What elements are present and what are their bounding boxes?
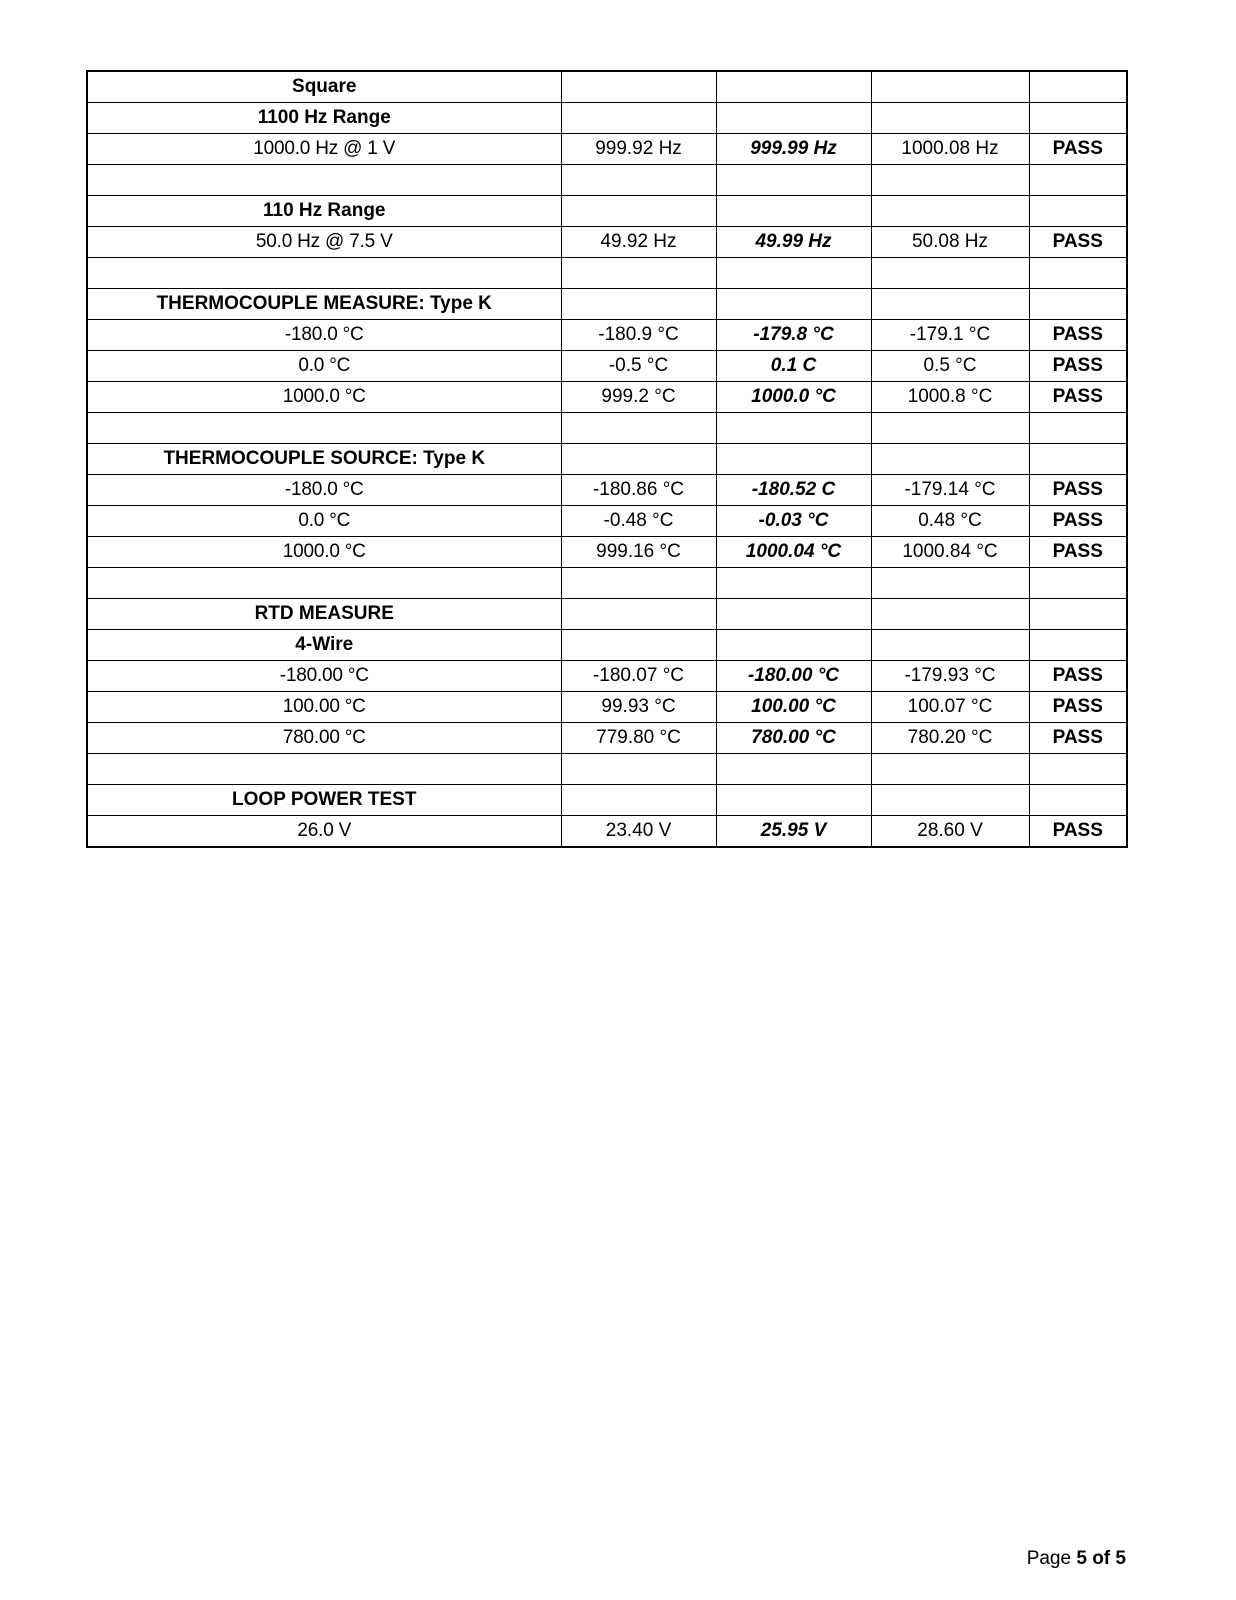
measurement-row <box>87 692 1127 723</box>
measurement-row <box>87 351 1127 382</box>
nominal-value-cell: -180.0 °C <box>87 475 561 506</box>
nominal-value-cell: 1000.0 °C <box>87 382 561 413</box>
empty-cell <box>871 289 1029 320</box>
result-cell: PASS <box>1029 134 1127 165</box>
nominal-value-cell: 0.0 °C <box>87 351 561 382</box>
empty-cell <box>716 568 871 599</box>
measured-value-cell: 49.99 Hz <box>716 227 871 258</box>
empty-cell <box>561 754 716 785</box>
empty-cell <box>561 103 716 134</box>
empty-cell <box>871 165 1029 196</box>
spacer-row <box>87 165 1127 196</box>
result-cell: PASS <box>1029 692 1127 723</box>
measured-value-cell: -179.8 °C <box>716 320 871 351</box>
section-heading: THERMOCOUPLE SOURCE: Type K <box>87 444 561 475</box>
empty-cell <box>1029 165 1127 196</box>
empty-cell <box>871 413 1029 444</box>
empty-cell <box>87 165 561 196</box>
empty-cell <box>561 258 716 289</box>
empty-cell <box>561 71 716 103</box>
measurement-row <box>87 537 1127 568</box>
measurement-row <box>87 320 1127 351</box>
section-heading-row <box>87 444 1127 475</box>
empty-cell <box>871 444 1029 475</box>
upper-limit-cell: -179.14 °C <box>871 475 1029 506</box>
empty-cell <box>716 754 871 785</box>
lower-limit-cell: -0.48 °C <box>561 506 716 537</box>
measurement-row <box>87 134 1127 165</box>
empty-cell <box>561 444 716 475</box>
lower-limit-cell: 23.40 V <box>561 816 716 848</box>
result-cell: PASS <box>1029 816 1127 848</box>
measured-value-cell: 1000.0 °C <box>716 382 871 413</box>
empty-cell <box>87 754 561 785</box>
nominal-value-cell: -180.00 °C <box>87 661 561 692</box>
measured-value-cell: 0.1 C <box>716 351 871 382</box>
empty-cell <box>716 599 871 630</box>
lower-limit-cell: -0.5 °C <box>561 351 716 382</box>
page-number-footer <box>1027 1548 1126 1570</box>
measurement-row <box>87 506 1127 537</box>
upper-limit-cell: 100.07 °C <box>871 692 1029 723</box>
measurement-row <box>87 475 1127 506</box>
nominal-value-cell: 780.00 °C <box>87 723 561 754</box>
lower-limit-cell: 999.92 Hz <box>561 134 716 165</box>
empty-cell <box>1029 630 1127 661</box>
empty-cell <box>561 289 716 320</box>
empty-cell <box>87 413 561 444</box>
measured-value-cell: -180.52 C <box>716 475 871 506</box>
empty-cell <box>871 258 1029 289</box>
empty-cell <box>561 568 716 599</box>
upper-limit-cell: -179.1 °C <box>871 320 1029 351</box>
spacer-row <box>87 754 1127 785</box>
empty-cell <box>87 258 561 289</box>
measured-value-cell: 25.95 V <box>716 816 871 848</box>
nominal-value-cell: 1000.0 °C <box>87 537 561 568</box>
empty-cell <box>1029 258 1127 289</box>
result-cell: PASS <box>1029 351 1127 382</box>
lower-limit-cell: 49.92 Hz <box>561 227 716 258</box>
empty-cell <box>1029 444 1127 475</box>
lower-limit-cell: 779.80 °C <box>561 723 716 754</box>
result-cell: PASS <box>1029 320 1127 351</box>
empty-cell <box>87 568 561 599</box>
footer-page-word: Page <box>1026 1548 1072 1569</box>
section-heading: RTD MEASURE <box>87 599 561 630</box>
measured-value-cell: 780.00 °C <box>716 723 871 754</box>
spacer-row <box>87 258 1127 289</box>
empty-cell <box>1029 196 1127 227</box>
section-heading: LOOP POWER TEST <box>87 785 561 816</box>
nominal-value-cell: 26.0 V <box>87 816 561 848</box>
empty-cell <box>871 103 1029 134</box>
section-heading-row <box>87 785 1127 816</box>
lower-limit-cell: 99.93 °C <box>561 692 716 723</box>
empty-cell <box>871 196 1029 227</box>
table-body <box>87 71 1127 847</box>
result-cell: PASS <box>1029 537 1127 568</box>
upper-limit-cell: 0.48 °C <box>871 506 1029 537</box>
measured-value-cell: 999.99 Hz <box>716 134 871 165</box>
empty-cell <box>716 289 871 320</box>
empty-cell <box>716 413 871 444</box>
empty-cell <box>716 71 871 103</box>
lower-limit-cell: -180.9 °C <box>561 320 716 351</box>
spacer-row <box>87 413 1127 444</box>
result-cell: PASS <box>1029 661 1127 692</box>
section-heading-row <box>87 103 1127 134</box>
empty-cell <box>1029 599 1127 630</box>
section-heading-row <box>87 599 1127 630</box>
section-heading-row <box>87 289 1127 320</box>
empty-cell <box>1029 71 1127 103</box>
empty-cell <box>561 599 716 630</box>
upper-limit-cell: 50.08 Hz <box>871 227 1029 258</box>
empty-cell <box>1029 289 1127 320</box>
empty-cell <box>1029 754 1127 785</box>
upper-limit-cell: 1000.8 °C <box>871 382 1029 413</box>
measured-value-cell: -0.03 °C <box>716 506 871 537</box>
upper-limit-cell: 1000.84 °C <box>871 537 1029 568</box>
empty-cell <box>561 413 716 444</box>
lower-limit-cell: -180.86 °C <box>561 475 716 506</box>
measurement-row <box>87 227 1127 258</box>
empty-cell <box>716 103 871 134</box>
lower-limit-cell: -180.07 °C <box>561 661 716 692</box>
upper-limit-cell: 1000.08 Hz <box>871 134 1029 165</box>
empty-cell <box>716 165 871 196</box>
empty-cell <box>871 599 1029 630</box>
measurement-row <box>87 816 1127 848</box>
empty-cell <box>1029 568 1127 599</box>
measured-value-cell: -180.00 °C <box>716 661 871 692</box>
measured-value-cell: 100.00 °C <box>716 692 871 723</box>
empty-cell <box>871 754 1029 785</box>
lower-limit-cell: 999.2 °C <box>561 382 716 413</box>
measurement-row <box>87 382 1127 413</box>
spacer-row <box>87 568 1127 599</box>
measured-value-cell: 1000.04 °C <box>716 537 871 568</box>
measurement-row <box>87 661 1127 692</box>
result-cell: PASS <box>1029 475 1127 506</box>
empty-cell <box>716 196 871 227</box>
empty-cell <box>561 196 716 227</box>
empty-cell <box>1029 103 1127 134</box>
section-heading: Square <box>87 71 561 103</box>
nominal-value-cell: -180.0 °C <box>87 320 561 351</box>
lower-limit-cell: 999.16 °C <box>561 537 716 568</box>
empty-cell <box>1029 413 1127 444</box>
empty-cell <box>716 258 871 289</box>
section-heading: 1100 Hz Range <box>87 103 561 134</box>
footer-of-word: of <box>1092 1548 1111 1569</box>
upper-limit-cell: 28.60 V <box>871 816 1029 848</box>
section-heading: 4-Wire <box>87 630 561 661</box>
empty-cell <box>871 630 1029 661</box>
upper-limit-cell: 0.5 °C <box>871 351 1029 382</box>
nominal-value-cell: 50.0 Hz @ 7.5 V <box>87 227 561 258</box>
measurement-row <box>87 723 1127 754</box>
nominal-value-cell: 0.0 °C <box>87 506 561 537</box>
empty-cell <box>871 71 1029 103</box>
empty-cell <box>716 785 871 816</box>
section-heading-row <box>87 630 1127 661</box>
section-heading-row <box>87 196 1127 227</box>
empty-cell <box>716 444 871 475</box>
calibration-results-table <box>86 70 1128 848</box>
empty-cell <box>716 630 871 661</box>
empty-cell <box>561 165 716 196</box>
result-cell: PASS <box>1029 382 1127 413</box>
section-heading: 110 Hz Range <box>87 196 561 227</box>
result-cell: PASS <box>1029 506 1127 537</box>
upper-limit-cell: 780.20 °C <box>871 723 1029 754</box>
empty-cell <box>561 630 716 661</box>
footer-page-number: 5 <box>1076 1548 1087 1569</box>
empty-cell <box>871 568 1029 599</box>
section-heading-row <box>87 71 1127 103</box>
empty-cell <box>871 785 1029 816</box>
nominal-value-cell: 1000.0 Hz @ 1 V <box>87 134 561 165</box>
upper-limit-cell: -179.93 °C <box>871 661 1029 692</box>
empty-cell <box>1029 785 1127 816</box>
result-cell: PASS <box>1029 227 1127 258</box>
section-heading: THERMOCOUPLE MEASURE: Type K <box>87 289 561 320</box>
footer-page-total: 5 <box>1115 1548 1126 1569</box>
empty-cell <box>561 785 716 816</box>
nominal-value-cell: 100.00 °C <box>87 692 561 723</box>
result-cell: PASS <box>1029 723 1127 754</box>
